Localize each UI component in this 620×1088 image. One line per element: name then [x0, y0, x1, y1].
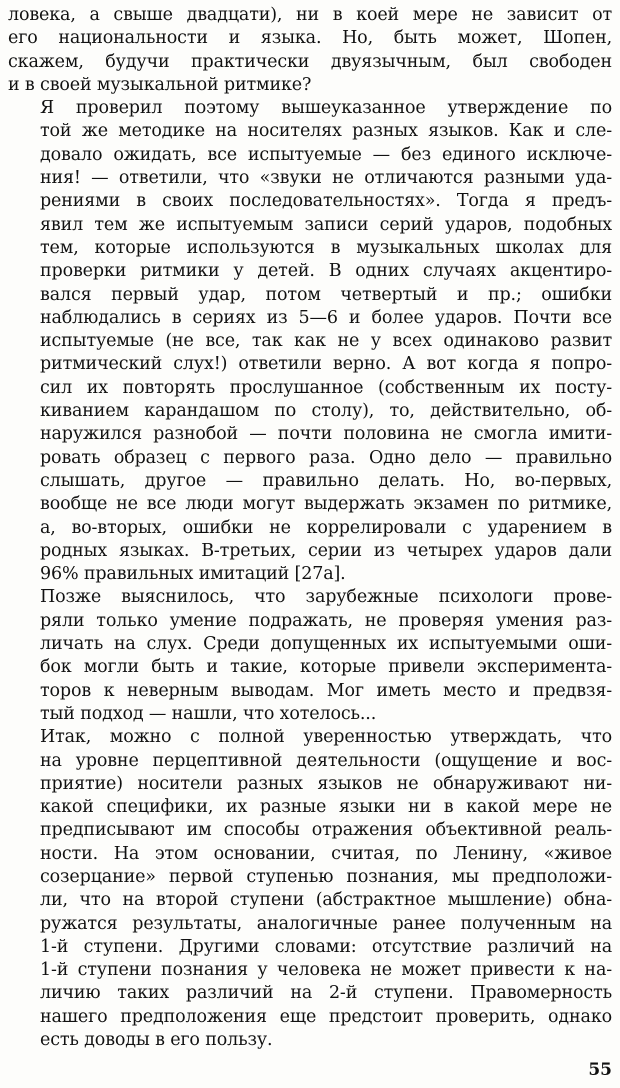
text-line: Позже выяснилось, что зарубежные психологи прове-: [40, 587, 612, 608]
text-line: ния! — ответили, что «звуки не отличаются разными уда-: [40, 168, 612, 189]
paragraph: [8, 586, 612, 726]
text-line: ритмический слух!) ответили верно. А вот когда я попро-: [40, 354, 612, 375]
text-line: ружатся результаты, аналогичные ранее полученным на: [40, 913, 612, 934]
text-line: тый подход — нашли, что хотелось...: [40, 703, 377, 724]
text-line: киванием карандашом по столу), то, действительно, об-: [40, 401, 612, 422]
paragraph: [8, 97, 612, 586]
text-line: его национальности и языка. Но, быть может, Шопен,: [8, 28, 612, 49]
text-line: 1-й ступени. Другими словами: отсутствие различий на: [40, 936, 612, 957]
text-line: родных языках. В-третьих, серии из четырех ударов дали: [40, 540, 612, 561]
text-line: предписывают им способы отражения объективной реаль-: [40, 820, 612, 841]
text-line: испытуемые (не все, так как не у всех одинаково развит: [40, 331, 612, 352]
text-line: той же методике на носителях разных языков. Как и сле-: [40, 121, 612, 142]
text-line: Я проверил поэтому вышеуказанное утверждение по: [40, 98, 612, 119]
text-line: 96% правильных имитаций [27а].: [40, 564, 346, 585]
text-line: торов к неверным выводам. Мог иметь место и предвзя-: [40, 680, 612, 701]
text-line: приятие) носители разных языков не обнаруживают ни-: [40, 773, 612, 794]
text-line: слышать, другое — правильно делать. Но, во-первых,: [40, 470, 612, 491]
text-line: рениями в своих последовательностях». Тогда я предъ-: [40, 191, 612, 212]
text-line: довало ожидать, все испытуемые — без единого исключе-: [40, 144, 612, 165]
text-line: ряли только умение подражать, не проверяя умения раз-: [40, 610, 612, 631]
text-line: бок могли быть и такие, которые привели эксперимента-: [40, 657, 612, 678]
text-line: какой специфики, их разные языки ни в какой мере не: [40, 797, 612, 818]
text-line: ли, что на второй ступени (абстрактное мышление) обна-: [40, 890, 612, 911]
text-line: ности. На этом основании, считая, по Ленину, «живое: [40, 843, 612, 864]
text-line: тем, которые используются в музыкальных школах для: [40, 237, 612, 258]
text-line: нашего предположения еще предстоит проверить, однако: [40, 1006, 612, 1027]
text-line: скажем, будучи практически двуязычным, был свободен: [8, 51, 612, 72]
text-line: ловека, а свыше двадцати), ни в коей мере не зависит от: [8, 5, 612, 25]
text-line: есть доводы в его пользу.: [40, 1030, 273, 1051]
text-line: наружился разнобой — почти половина не смогла имити-: [40, 424, 612, 445]
text-line: на уровне перцептивной деятельности (ощущение и вос-: [40, 750, 612, 771]
text-line: ровать образец с первого раза. Одно дело — правильно: [40, 447, 612, 468]
text-line: вался первый удар, потом четвертый и пр.; ошибки: [40, 284, 612, 305]
paragraph: [8, 726, 612, 1052]
text-line: проверки ритмики у детей. В одних случаях акцентиро-: [40, 261, 612, 282]
paragraph: [8, 4, 612, 97]
text-line: личию таких различий на 2-й ступени. Правомерность: [40, 983, 612, 1004]
text-line: созерцание» первой ступенью познания, мы предположи-: [40, 866, 612, 887]
text-line: сил их повторять прослушанное (собственным их посту-: [40, 377, 612, 398]
text-line: явил тем же испытуемым записи серий ударов, подобных: [40, 214, 612, 235]
text-line: 1-й ступени познания у человека не может привести к на-: [40, 960, 612, 981]
text-line: вообще не все люди могут выдержать экзамен по ритмике,: [40, 494, 612, 515]
body-text: [8, 4, 612, 1052]
page-number: 55: [588, 1060, 612, 1080]
text-line: Итак, можно с полной уверенностью утверждать, что: [40, 727, 612, 748]
text-line: личать на слух. Среди допущенных их испытуемыми оши-: [40, 634, 612, 655]
text-line: и в своей музыкальной ритмике?: [8, 74, 312, 95]
text-line: наблюдались в сериях из 5—6 и более ударов. Почти все: [40, 307, 612, 328]
text-line: а, во-вторых, ошибки не коррелировали с ударением в: [40, 517, 612, 538]
